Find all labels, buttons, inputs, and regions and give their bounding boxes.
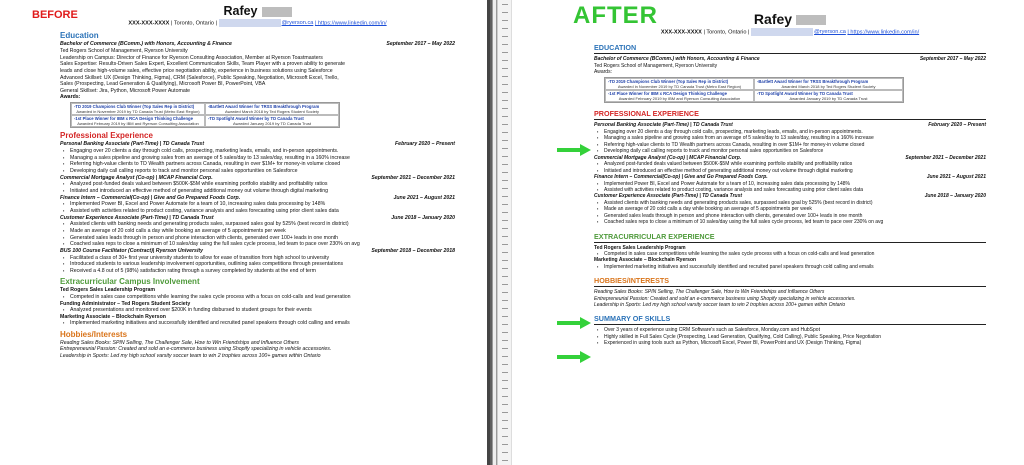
award-title: -TD Spotlight Award Winner by TD Canada Trust <box>208 116 304 122</box>
job-bullet: ▪ Developing daily call calling reports to track and monitor personal sales opportunities on Salesforce <box>594 148 986 154</box>
job-bullet: ▪ Generated sales leads through in person and phone interaction with clients, generated over 100+ leads in one month <box>60 235 455 242</box>
section-experience: PROFESSIONAL EXPERIENCE <box>594 108 986 120</box>
section-extracurricular: Extracurricular Campus Involvement <box>60 277 200 287</box>
arrow-icon <box>556 350 592 364</box>
extra-title: Marketing Associate – Blockchain Ryerson <box>60 313 166 320</box>
hobby-line: Entrepreneurial Passion: Created and sold an e-commerce business using Shopify specializing in vehicle accessories. <box>594 295 856 302</box>
job-header <box>60 248 455 255</box>
after-page <box>497 0 1024 465</box>
job-bullet: ▪ Analyzed post-funded deals valued between $500K-$5M while examining portfolio stability and profitability ratios <box>60 181 455 188</box>
award-cell <box>205 103 339 115</box>
award-cell <box>605 78 754 90</box>
job-bullet: ▪ Facilitated a class of 30+ first year university students to allow for ease of transition from high school to university <box>60 255 455 262</box>
job-dates: June 2018 – January 2020 <box>924 193 986 200</box>
award-subtitle: Awarded March 2018 by Ted Rogers Student Society <box>225 109 319 115</box>
job-dates: June 2021 – August 2021 <box>926 173 986 180</box>
email-link[interactable]: @ryerson.ca <box>751 29 846 35</box>
job-bullet: ▪ Managing a sales pipeline and growing sales from an average of 5 sales/day to 13 sales/day, resulting in a 160% increase <box>594 135 986 141</box>
extra-title: Ted Rogers Sales Leadership Program <box>60 287 156 294</box>
job-header <box>594 193 986 200</box>
resume-name: Rafey <box>60 4 455 19</box>
job-header <box>60 215 455 222</box>
before-resume <box>60 4 455 360</box>
job-dates: February 2020 – Present <box>395 141 455 148</box>
extra-bullet: ▪ Implemented marketing initiatives and successfully identified and recruited panel speakers through cold calling and emails <box>60 320 455 327</box>
job-bullet: ▪ Engaging over 20 clients a day through cold calls, prospecting, marketing leads, emails, and in-person appointments. <box>60 148 455 155</box>
job-bullet: ▪ Managing a sales pipeline and growing sales from an average of 5 sales/day to 13 sales/day, resulting in a 160% increase <box>60 155 455 162</box>
edu-line: Sales (Prospecting, Lead Generation & Qualifying), Microsoft Power BI, PowerPoint, VBA <box>60 81 266 88</box>
hobby-line: Reading Sales Books: SPIN Selling, The Challenger Sale, How to Win Friendships and Influence Others <box>60 339 299 346</box>
job-header <box>60 141 455 148</box>
linkedin-link[interactable]: | https://www.linkedin.com/in/ <box>314 20 387 27</box>
award-subtitle: Awarded March 2018 by Ted Rogers Student Society <box>781 84 876 90</box>
award-cell <box>71 103 205 115</box>
job-bullet: ▪ Made an average of 20 cold calls a day while booking an average of 5 appointments per week <box>594 206 986 212</box>
email-link[interactable]: @ryerson.ca <box>219 20 314 26</box>
extra-title: Funding Administrator – Ted Rogers Student Society <box>60 300 191 307</box>
section-skills: SUMMARY OF SKILLS <box>594 313 986 325</box>
award-title: -TD 2019 Champions Club Winner (Top Sales Rep in District) <box>608 78 729 84</box>
before-page <box>0 0 490 465</box>
job-header <box>60 175 455 182</box>
extra-title: Marketing Associate – Blockchain Ryerson <box>594 257 697 264</box>
award-cell <box>71 115 205 127</box>
job-bullet: ▪ Received a 4.8 out of 5 (98%) satisfaction rating through a survey completed by students at the end of term <box>60 268 455 275</box>
vertical-ruler <box>498 0 512 465</box>
awards-table <box>70 102 340 128</box>
job-bullet: ▪ Coached sales reps to close a minimum of 10 sales/day using the full sales cycle process, led team to pace over 230% on avg <box>60 241 455 248</box>
after-resume <box>594 4 986 347</box>
hobby-line: Leadership in Sports: Led my high school varsity soccer team to win 2 trophies across 100+ games within Ontario <box>60 353 321 360</box>
job-dates: September 2021 – December 2021 <box>905 154 986 161</box>
extra-bullet: ▪ Implemented marketing initiatives and successfully identified and recruited panel speakers through cold calling and emails <box>594 264 986 270</box>
skill-line: ▪ Over 3 years of experience using CRM Software's such as Salesforce, Monday.com and HubSpot <box>594 327 986 333</box>
award-title: -TD 2019 Champions Club Winner (Top Sales Rep in District) <box>74 104 195 110</box>
award-cell <box>605 90 754 102</box>
resume-name: Rafey <box>594 10 986 28</box>
job-bullet: ▪ Referring high-value clients to TD Wealth partners across Canada, resulting in over $1M+ for money-in volume closed <box>60 161 455 168</box>
edu-row: Bachelor of Commerce (BComm.) with Honors, Accounting & Finance September 2017 – May 2022 <box>594 56 986 63</box>
after-label: AFTER <box>573 2 658 29</box>
job-bullet: ▪ Developing daily call calling reports to track and monitor personal sales opportunities on Salesforce <box>60 168 455 175</box>
award-subtitle: Awarded January 2019 by TD Canada Trust <box>233 121 311 127</box>
job-dates: June 2021 – August 2021 <box>393 194 455 201</box>
job-bullet: ▪ Referring high-value clients to TD Wealth partners across Canada, resulting in over $1M+ for money-in volume closed <box>594 142 986 148</box>
award-subtitle: Awarded February 2019 by IBM and Ryerson Consulting Association <box>77 121 199 127</box>
job-dates: June 2018 – January 2020 <box>391 214 455 221</box>
job-bullet: ▪ Introduced students to various leadership involvement opportunities, outlining sales competitions through presentations <box>60 261 455 268</box>
award-cell <box>754 78 903 90</box>
job-bullet: ▪ Generated sales leads through in person and phone interaction with clients, generated over 100+ leads in one month <box>594 213 986 219</box>
job-bullet: ▪ Initiated and introduced an effective method of generating additional money out volume through digital marketing <box>60 188 455 195</box>
job-bullet: ▪ Initiated and introduced an effective method of generating additional money out volume through digital marketing <box>594 168 986 174</box>
award-title: -TD Spotlight Award Winner by TD Canada Trust <box>757 91 853 97</box>
job-bullet: ▪ Assisted with activities related to product costing, variance analysis and sales forecasting using prior client sales data <box>60 208 455 215</box>
job-bullet: ▪ Made an average of 20 cold calls a day while booking an average of 5 appointments per week <box>60 228 455 235</box>
edu-line: Leadership on Campus: Director of Finance for Ryerson Consulting Association, Member at Ryerson Toastmasters <box>60 54 323 61</box>
section-experience: Professional Experience <box>60 131 153 141</box>
job-header <box>594 174 986 181</box>
section-hobbies: Hobbies/Interests <box>60 329 128 339</box>
job-bullet: ▪ Assisted clients with banking needs and generating products sales, surpassed sales goal by 525% (best record in district) <box>60 221 455 228</box>
hobby-line: Leadership in Sports: Led my high school varsity soccer team to win 2 trophies across 100+ games within Ontario <box>594 301 846 308</box>
job-title: Commercial Mortgage Analyst (Co-op) | MCAP Financial Corp. <box>594 154 742 161</box>
award-cell <box>754 90 903 102</box>
job-bullet: ▪ Implemented Power BI, Excel and Power Automate for a team of 10, increasing sales data processing by 148% <box>594 181 986 187</box>
job-title: Finance Intern – Commercial(Co-op) | Give and Go Prepared Foods Corp. <box>594 173 768 180</box>
edu-school: Ted Rogers School of Management, Ryerson University <box>594 63 718 70</box>
extra-bullet: ▪ Competed in sales case competitions while learning the sales cycle process with a focus on cold-calls and lead generation <box>60 294 455 301</box>
award-title: -Bartlett Award Winner for TRSS Breakthrough Program <box>757 78 869 84</box>
award-title: -1st Place Winner for IBM x RCA Design Thinking Challenge <box>608 91 727 97</box>
hobby-line: Reading Sales Books: SPIN Selling, The Challenger Sale, How to Win Friendships and Influence Others <box>594 289 825 296</box>
skill-line: ▪ Highly skilled in Full Sales Cycle (Prospecting, Lead Generation, Qualifying, Cold Calling), Public Speaking, Price Negotiation <box>594 334 986 340</box>
award-subtitle: Awarded in November 2019 by TD Canada Trust (Metro East Region) <box>617 84 742 90</box>
redacted-surname <box>262 7 292 17</box>
job-dates: September 2021 – December 2021 <box>371 174 455 181</box>
extra-bullet: ▪ Competed in sales case competitions while learning the sales cycle process with a focus on cold-calls and lead generation <box>594 251 986 257</box>
award-title: -1st Place Winner for IBM x RCA Design Thinking Challenge <box>74 116 193 122</box>
awards-label: Awards: <box>60 94 81 101</box>
linkedin-link[interactable]: | https://www.linkedin.com/in/ <box>847 29 920 36</box>
before-label: BEFORE <box>32 9 78 21</box>
section-extracurricular: EXTRACURRICULAR EXPERIENCE <box>594 231 986 243</box>
section-education: Education <box>60 31 99 41</box>
job-title: Commercial Mortgage Analyst (Co-op) | MCAP Financial Corp. <box>60 174 213 181</box>
edu-school: Ted Rogers School of Management, Ryerson University <box>60 48 188 55</box>
job-header <box>60 195 455 202</box>
contact-line: XXX-XXX-XXXX | Toronto, Ontario | @ryerson.ca | https://www.linkedin.com/in/ <box>128 20 387 27</box>
edu-line: General Skillset: Jira, Python, Microsoft Power Automate <box>60 87 191 94</box>
awards-table <box>604 77 904 103</box>
award-subtitle: Awarded January 2019 by TD Canada Trust <box>789 96 868 102</box>
section-hobbies: HOBBIES/INTERESTS <box>594 275 986 287</box>
job-dates: February 2020 – Present <box>928 122 986 129</box>
edu-line: Advanced Skillset: UX (Design Thinking, Figma), CRM (Salesforce), Public Speaking, Negotiation, Microsoft Excel, Trello, <box>60 74 339 81</box>
job-dates: September 2018 – December 2018 <box>371 247 455 254</box>
arrow-icon <box>556 316 592 330</box>
award-title: -Bartlett Award Winner for TRSS Breakthrough Program <box>208 104 320 110</box>
award-subtitle: Awarded in November 2019 by TD Canada Trust (Metro East Region) <box>76 109 200 115</box>
award-cell <box>205 115 339 127</box>
arrow-icon <box>556 143 592 157</box>
job-header <box>594 122 986 129</box>
awards-label: Awards: <box>594 69 612 76</box>
job-header <box>594 155 986 162</box>
job-bullet: ▪ Assisted clients with banking needs and generating products sales, surpassed sales goal by 525% (best record in district) <box>594 200 986 206</box>
job-bullet: ▪ Engaging over 20 clients a day through cold calls, prospecting, marketing leads, emails, and in-person appointments. <box>594 129 986 135</box>
redacted-surname <box>796 15 826 25</box>
job-bullet: ▪ Analyzed post-funded deals valued between $500K-$5M while examining portfolio stability and profitability ratios <box>594 161 986 167</box>
job-bullet: ▪ Assisted with activities related to product costing, variance analysis and sales forecasting using prior client sales data <box>594 187 986 193</box>
edu-line: Sales Expertise: Results-Driven Sales Expert, Excellent Communication Skills, Team Player with a proven ability to generate <box>60 61 346 68</box>
job-title: Customer Experience Associate (Part-Time) | TD Canada Trust <box>594 193 743 200</box>
job-title: BUS 100 Course Facilitator (Contract)| Ryerson University <box>60 247 203 254</box>
hobby-line: Entrepreneurial Passion: Created and sold an e-commerce business using Shopify specializing in vehicle accessories. <box>60 346 332 353</box>
section-education: EDUCATION <box>594 42 986 54</box>
skill-line: ▪ Experienced in using tools such as Python, Microsoft Excel, Power BI, PowerPoint and UX (Design Thinking, Figma) <box>594 340 986 346</box>
job-title: Personal Banking Associate (Part-Time) | TD Canada Trust <box>594 122 733 129</box>
job-title: Personal Banking Associate (Part-Time) | TD Canada Trust <box>60 141 205 148</box>
edu-line: leads and close high-volume sales, effective price negotiation ability, experience in business solutions using Salesforce <box>60 68 333 75</box>
contact-line: XXX-XXX-XXXX | Toronto, Ontario | @ryerson.ca | https://www.linkedin.com/in/ <box>660 29 920 36</box>
award-subtitle: Awarded February 2019 by IBM and Ryerson Consulting Association <box>618 96 741 102</box>
job-bullet: ▪ Coached sales reps to close a minimum of 10 sales/day using the full sales cycle process, led team to pace over 230% on avg <box>594 219 986 225</box>
extra-bullet: ▪ Analyzed presentations and monitored over $200K in funding disbursed to student groups for their events <box>60 307 455 314</box>
edu-row: Bachelor of Commerce (BComm.) with Honors, Accounting & Finance September 2017 – May 2022 <box>60 41 455 48</box>
extra-title: Ted Rogers Sales Leadership Program <box>594 244 686 251</box>
job-title: Customer Experience Associate (Part-Time) | TD Canada Trust <box>60 214 214 221</box>
job-bullet: ▪ Implemented Power BI, Excel and Power Automate for a team of 10, increasing sales data processing by 148% <box>60 201 455 208</box>
job-title: Finance Intern – Commercial(Co-op) | Give and Go Prepared Foods Corp. <box>60 194 241 201</box>
